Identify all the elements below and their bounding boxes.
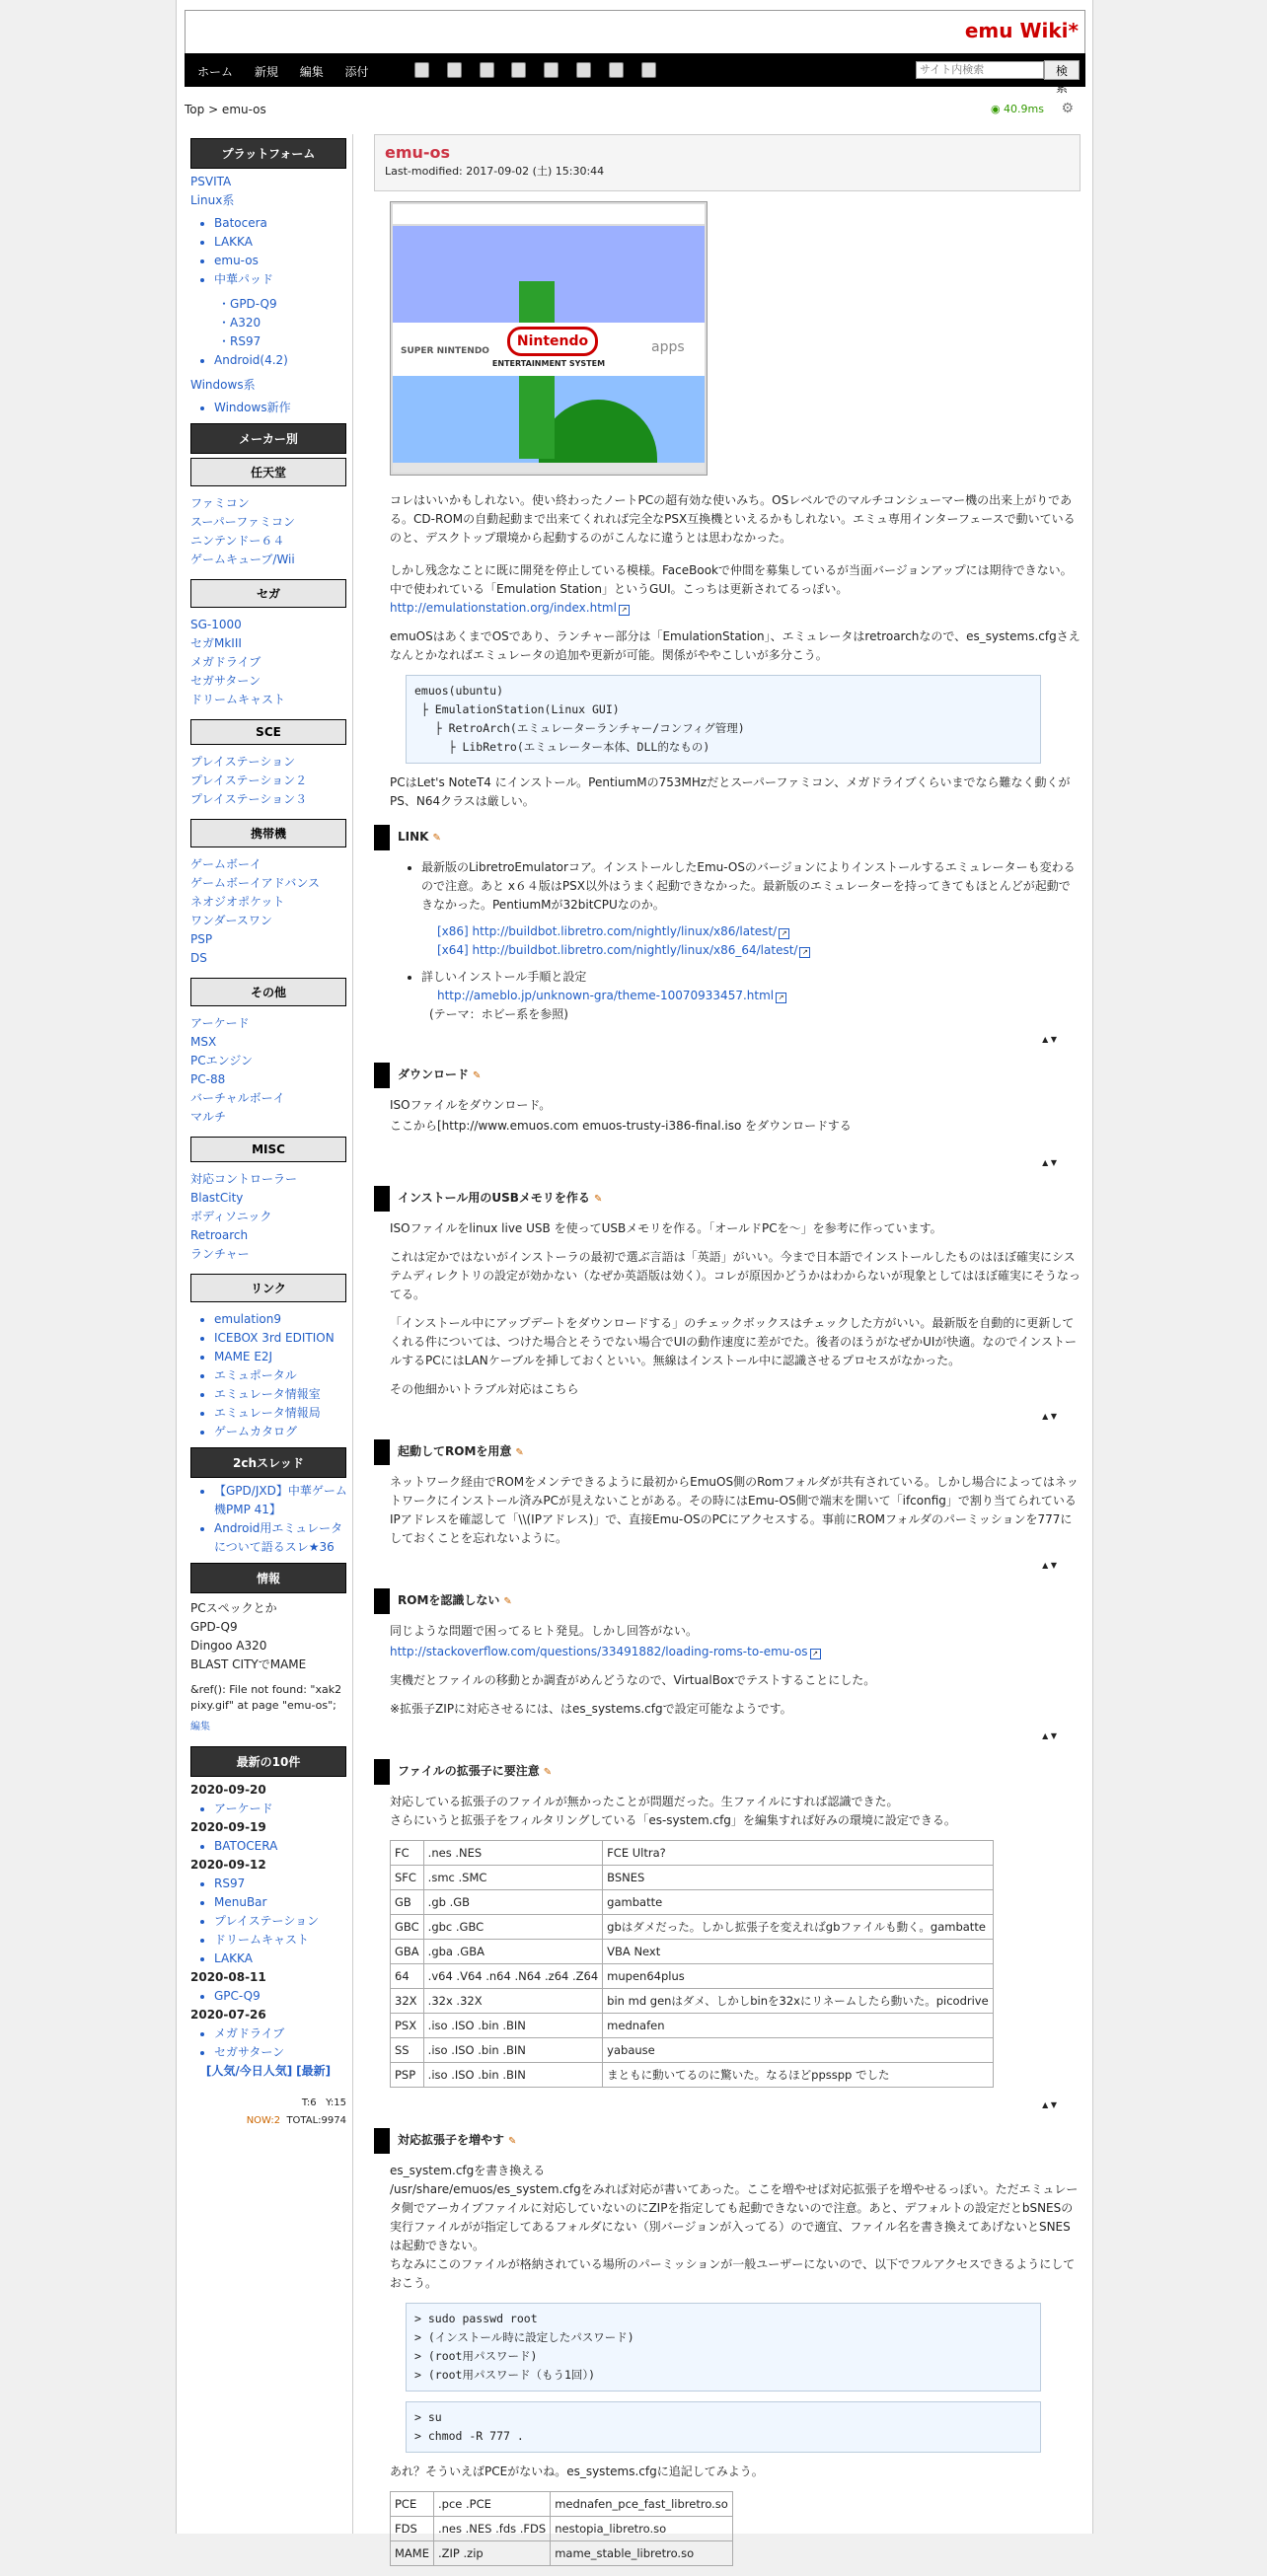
recent-list [185,1987,352,2006]
recent-date: 2020-08-11 [190,1970,266,1984]
table-cell: .iso .ISO .bin .BIN [423,2063,603,2088]
table-cell: FDS [391,2517,434,2541]
table-cell: PSX [391,2014,424,2038]
nav-new[interactable]: 新規 [254,65,278,79]
table-cell: MAME [391,2541,434,2566]
emulator-screenshot[interactable] [390,201,708,476]
table-row [391,1989,994,2014]
norom-paragraph: 同じような問題で困ってるヒト発見。しかし回答がない。 [390,1624,699,1638]
ameblo-link[interactable]: http://ameblo.jp/unknown-gra/theme-10070933457.html [437,989,775,1002]
page [176,0,1093,2560]
sidebar-link-ws[interactable]: ワンダースワン [190,914,272,927]
sidebar-link-n64[interactable]: ニンテンドー６４ [190,534,285,548]
x64-link [437,941,1081,960]
misc-header: MISC [190,1137,346,1162]
android-list [185,351,352,370]
nav-edit[interactable]: 編集 [299,65,324,79]
ameblo-note: (テーマ：ホビー系を参照) [429,1007,568,1021]
scroll-arrows[interactable]: ▲ ▼ [1042,1035,1057,1044]
table-cell: FCE Ultra? [603,1841,994,1866]
scroll-arrows[interactable]: ▲ ▼ [1042,2100,1057,2109]
recent-date: 2020-09-19 [190,1820,266,1834]
section-heading-addext [374,2128,1081,2154]
scroll-arrows[interactable]: ▲ ▼ [1042,1731,1057,1740]
external-link-icon: ↗ [776,993,786,1003]
table-cell: .gbc .GBC [423,1915,603,1940]
sidebar-link-vb[interactable]: バーチャルボーイ [190,1091,285,1105]
table-row [391,2014,994,2038]
sidebar-item-chuka[interactable]: • 中華パッド [214,270,352,289]
table-row [391,1890,994,1915]
sidebar-item-batocera[interactable]: • Batocera [214,214,352,233]
latest-link[interactable]: [最新] [296,2064,332,2078]
rom-paragraph: ネットワーク経由でROMをメンテできるように最初からEmuOS側のRomフォルダが共有されている。しかし場合によってはネットワークにインストール済みPCが見えないことがある。その時にはEmu-OS側で端末を開いて「ifconfig」で割り当てられているIPアドレスを確認して「\\(IPアドレス)」で、直接Emu-OSのPCにアクセスする。事前にROMフォルダのパーミッションを777にしておくことを忘れないように。 [390,1475,1079,1545]
recent-item[interactable]: • ドリームキャスト [214,1931,352,1950]
popular-link[interactable]: [人気/今日人気] [205,2064,293,2078]
sidebar-link-megadrive[interactable]: メガドライブ [190,655,261,669]
table-cell: PCE [391,2492,434,2517]
table-cell: GBC [391,1915,424,1940]
scroll-arrows[interactable]: ▲ ▼ [1042,1412,1057,1421]
window-titlebar [393,204,705,224]
extension-table [390,1840,994,2088]
timing-value: 40.9ms [1004,103,1044,115]
intro-paragraph: コレはいいかもしれない。使い終わったノートPCの超有効な使いみち。OSレベルでのマルチコンシューマー機の出来上がりである。CD-ROMの自動起動まで出来てくれれば完全なPSX互換機といえるかもしれない。エミュ専用インターフェースで動いているのと、デスクトップ環境から起動するのがこんなに違うとは思わなかった。 [390,493,1076,545]
status-paragraph: しかし残念なことに既に開発を停止している模様。FaceBookで仲間を募集しているが当面バージョンアップには期待できない。中で使われている「Emulation Station」というGUI。こっちは更新されてるっぽい。 [390,563,1073,596]
heading-text: インストール用のUSBメモリを作る [398,1191,590,1205]
buildbot-x64-link[interactable]: [x64] http://buildbot.libretro.com/nightly/linux/x86_64/latest/ [437,943,798,957]
counter-yesterday: Y:15 [326,2098,346,2108]
nav-menu [197,63,387,80]
sidebar-link-windows[interactable]: Windows系 [190,378,256,392]
norom-paragraph: ※拡張子ZIPに対応させるには、はes_systems.cfgで設定可能なようです。 [390,1702,792,1716]
counter-now: NOW:2 [246,2115,281,2126]
table-row [391,2038,994,2063]
sidebar-link-sg1000[interactable]: SG-1000 [190,618,242,631]
screenshot-snes-label: SUPER NINTENDO [401,346,489,356]
addext-paragraph: ちなみにこのファイルが格納されている場所のパーミッションが一般ユーザーにないので、以下でフルアクセスできるようにしておこう。 [390,2257,1076,2290]
recent-item[interactable]: • メガドライブ [214,2024,352,2043]
recent-date: 2020-07-26 [190,2008,266,2022]
table-row [391,1964,994,1989]
ameblo-link-row [437,987,1081,1005]
table-row [391,1915,994,1940]
counter [185,2095,346,2130]
heading-text: 対応拡張子を増やす [398,2133,505,2147]
external-link-icon: ↗ [799,947,810,958]
link-paragraph [390,599,1081,618]
sidebar-link-mk3[interactable]: セガMkIII [190,636,242,650]
table-cell: 32X [391,1989,424,2014]
sidebar-link-gc-wii[interactable]: ゲームキューブ/Wii [190,552,295,566]
usb-paragraph: 「インストール中にアップデートをダウンロードする」のチェックボックスはチェックした方がいい。最新版を自動的に更新してくれる件については、つけた場合とそうでない場合でUIの動作速度に差がでた。後者のほうがなぜかUIが快適。なのでインストールするPCにはLANケーブルを挿しておくといい。無線はインストール中に認識させるプロセスがなかった。 [390,1316,1078,1367]
gear-icon[interactable]: ⚙ [1061,101,1074,116]
buildbot-x86-link[interactable]: [x86] http://buildbot.libretro.com/nightly/linux/x86/latest/ [437,924,778,938]
edit-pencil-icon[interactable]: ✎ [503,1596,512,1607]
sidebar-link-pc88[interactable]: PC-88 [190,1072,226,1086]
sidebar-link-retroarch[interactable]: Retroarch [190,1228,249,1242]
counter-total: TOTAL:9974 [286,2115,346,2126]
platform-header: プラットフォーム [190,138,346,169]
rename-icon[interactable] [511,62,526,78]
sidebar-link-psp[interactable]: PSP [190,932,213,946]
portable-header: 携帯機 [190,819,346,847]
table-cell: BSNES [603,1866,994,1890]
recent-list [185,1837,352,1856]
recent-item[interactable]: • プレイステーション [214,1912,352,1931]
sidebar-item-android[interactable]: • Android(4.2) [214,351,352,370]
sidebar-link-ps1[interactable]: プレイステーション [190,755,296,769]
heading-text: LINK [398,830,429,844]
last-modified: Last-modified: 2017-09-02 (土) 15:30:44 [385,165,605,178]
backup-icon[interactable] [447,62,462,78]
sega-header: セガ [190,579,346,608]
sidebar-link-ps2[interactable]: プレイステーション２ [190,773,308,787]
download-text: ISOファイルをダウンロード。 [390,1098,552,1112]
link-header: リンク [190,1274,346,1302]
external-link-icon: ↗ [810,1649,821,1659]
nav-home[interactable]: ホーム [197,65,234,79]
addext-paragraph: es_system.cfgを書き換える [390,2164,546,2177]
linux-list [185,214,352,289]
table-cell: VBA Next [603,1940,994,1964]
x86-link [437,922,1081,941]
sidebar-link-gpd[interactable]: GPD-Q9 [190,1620,238,1634]
sidebar-item-lakka[interactable]: • LAKKA [214,233,352,252]
sidebar-edit-link[interactable]: 編集 [190,1722,210,1732]
heading-text: ROMを認識しない [398,1593,500,1607]
code-block-structure: emuos(ubuntu) ├ EmulationStation(Linux GUI) ├ RetroArch(エミュレーターランチャー/コンフィグ管理) ├ LibRetro(エミュレーター本体、DLL的なもの) [406,675,1041,764]
sidebar-link-dingoo[interactable]: Dingoo A320 [190,1639,267,1653]
sub-label: GPD-Q9 [230,297,277,311]
breadcrumb[interactable]: Top > emu-os [185,103,266,116]
sidebar-link-famicom[interactable]: ファミコン [190,496,250,510]
timing-text: ◉ 40.9ms [990,103,1044,115]
heading-text: ダウンロード [398,1067,470,1081]
emulationstation-link[interactable]: http://emulationstation.org/index.html [390,601,617,615]
search-icon[interactable] [609,62,624,78]
pc-paragraph: PCはLet's NoteT4 にインストール。PentiumMの753MHzだとスーパーファミコン、メガドライブくらいまでなら難なく動くがPS、N64クラスは厳しい。 [390,775,1071,808]
table-cell: mupen64plus [603,1964,994,1989]
sidebar-link-linux[interactable]: Linux系 [190,193,235,207]
sidebar-link-gb[interactable]: ゲームボーイ [190,857,262,871]
section-heading-download [374,1063,1081,1088]
sidebar-link-sfc[interactable]: スーパーファミコン [190,515,295,529]
sub-label: RS97 [230,334,261,348]
scroll-arrows[interactable]: ▲ ▼ [1042,1561,1057,1570]
table-cell: mednafen [603,2014,994,2038]
sidebar-item-link[interactable]: • emulation9 [214,1310,352,1329]
table-cell: SS [391,2038,424,2063]
screenshot-logo: Nintendo [507,327,598,356]
ext-paragraph: 対応している拡張子のファイルが無かったことが問題だった。生ファイルにすれば認識できた。 [390,1795,899,1808]
link-list [374,858,1081,915]
sidebar-link-launcher[interactable]: ランチャー [190,1247,250,1261]
other-header: その他 [190,978,346,1006]
sce-header: SCE [190,719,346,745]
sidebar-item-link[interactable]: • エミュポータル [214,1366,352,1385]
navbar [185,53,1085,95]
external-link-icon: ↗ [619,605,630,616]
link-list-2 [374,968,1081,987]
recent-item[interactable]: • GPC-Q9 [214,1987,352,2006]
addext-paragraph: あれ？そういえばPCEがないね。es_systems.cfgに追記してみよう。 [390,2465,764,2478]
sidebar-link-gba[interactable]: ゲームボーイアドバンス [190,876,321,890]
popular-links [185,2062,352,2081]
nav-attach[interactable]: 添付 [344,65,369,79]
sidebar-link-msx[interactable]: MSX [190,1035,217,1049]
table-cell: .iso .ISO .bin .BIN [423,2038,603,2063]
ref-error-text: &ref(): File not found: "xak2pixy.gif" at page "emu-os"; [190,1683,342,1712]
title-box [374,134,1081,191]
recent-list [185,1875,352,1968]
table-row [391,2541,733,2566]
usb-paragraph: その他細かいトラブル対応はこちら [390,1382,579,1396]
table-row [391,1940,994,1964]
table-cell: mame_stable_libretro.so [551,2541,733,2566]
table-cell: .nes .NES [423,1841,603,1866]
sidebar-link-controller[interactable]: 対応コントローラー [190,1172,298,1186]
table-row [391,2063,994,2088]
table-cell: .gba .GBA [423,1940,603,1964]
table-cell: PSP [391,2063,424,2088]
sidebar-item-link[interactable]: • エミュレータ情報局 [214,1404,352,1423]
edit-pencil-icon[interactable]: ✎ [515,1447,524,1458]
copy-icon[interactable] [480,62,494,78]
download-link-text[interactable]: ここから[http://www.emuos.com emuos-trusty-i386-final.iso をダウンロードする [390,1119,852,1133]
sidebar-link-blastcity[interactable]: BlastCity [190,1191,244,1205]
sidebar-item-windows-new[interactable]: • Windows新作 [214,399,352,417]
table-cell: FC [391,1841,424,1866]
recent-list [185,2024,352,2062]
nintendo-header: 任天堂 [190,458,346,486]
addext-paragraph: /usr/share/emuos/es_system.cfgをみれば対応が書いてあった。ここを増やせば対応拡張子を増やせるっぽい。ただエミュレータ側でアーカイブファイルに対応していないのにZIPを指定しても起動できないので注意。あと、デフォルトの設定だとbSNESの実行ファイルがが指定してあるフォルダにない（別バージョンが入ってる）ので適宜、ファイル名を書き換えてあげないとSNESは起動できない。 [390,2182,1079,2252]
sidebar-item-link[interactable]: • エミュレータ情報室 [214,1385,352,1404]
table-cell: 64 [391,1964,424,1989]
table-cell: gambatte [603,1890,994,1915]
threads-list [185,1482,352,1557]
reload-icon[interactable] [544,62,559,78]
heading-text: ファイルの拡張子に要注意 [398,1764,540,1778]
sub-label: A320 [230,316,261,330]
table-cell: bin md genはダメ、しかしbinを32xにリネームしたら動いた。picodrive [603,1989,994,2014]
heading-text: 起動してROMを用意 [398,1444,512,1458]
sidebar-link-blastcity-mame[interactable]: BLAST CITYでMAME [190,1657,307,1671]
edit-pencil-icon[interactable]: ✎ [508,2136,517,2147]
sidebar-link-bodysonic[interactable]: ボディソニック [190,1210,272,1223]
main-content [374,134,1081,2576]
nav-icons [414,62,670,81]
table-row [391,1866,994,1890]
sidebar-item-thread[interactable]: • 【GPD/JXD】中華ゲーム機PMP 41】 [214,1482,352,1519]
sidebar-link-dreamcast[interactable]: ドリームキャスト [190,693,286,706]
counter-today: T:6 [301,2098,317,2108]
window-statusbar [393,463,705,473]
table-cell: .ZIP .zip [433,2541,550,2566]
sidebar-item-link[interactable]: • ICEBOX 3rd EDITION [214,1329,352,1348]
link-list-item: • 詳しいインストール手順と設定 [421,968,1081,987]
screenshot-ent-label: ENTERTAINMENT SYSTEM [491,359,606,368]
table-cell: .iso .ISO .bin .BIN [423,2014,603,2038]
section-heading-usb [374,1186,1081,1212]
table-cell: GBA [391,1940,424,1964]
sidebar-item-emu-os[interactable]: • emu-os [214,252,352,270]
norom-link-row [390,1643,1081,1661]
stackoverflow-link[interactable]: http://stackoverflow.com/questions/33491882/loading-roms-to-emu-os [390,1645,808,1658]
recent-date: 2020-09-20 [190,1783,266,1797]
code-block-chmod: > su > chmod -R 777 . [406,2401,1041,2453]
windows-list [185,399,352,417]
list-icon[interactable] [576,62,591,78]
table-cell: .v64 .V64 .n64 .N64 .z64 .Z64 [423,1964,603,1989]
external-link-icon: ↗ [779,928,789,939]
recent-header: 最新の10件 [190,1746,346,1777]
code-block-passwd: > sudo passwd root > (インストール時に設定したパスワード) > (root用パスワード) > (root用パスワード（もう1回）) [406,2303,1041,2392]
sidebar-item-thread[interactable]: • Android用エミュレータについて語るスレ★36 [214,1519,352,1557]
sidebar-link-psvita[interactable]: PSVITA [190,175,232,188]
recent-item[interactable]: • セガサターン [214,2043,352,2062]
recent-item[interactable]: • BATOCERA [214,1837,352,1856]
sidebar [185,134,353,2534]
structure-paragraph: emuOSはあくまでOSであり、ランチャー部分は「EmulationStation」、エミュレータはretroarchなので、es_systems.cfgさえなんとかなればエミュレータの追加や更新が可能。関係がややこしいが多分こう。 [390,629,1081,662]
table-cell: mednafen_pce_fast_libretro.so [551,2492,733,2517]
usb-paragraph: これは定かではないがインストーラの最初で選ぶ言語は「英語」がいい。今まで日本語でインストールしたものはほぼ確実にシステムディレクトリの設定が効かない（なぜか英語版は効く）。コレが原因かどうかはわからないが現象としてはほぼ確実にそうなってる。 [390,1250,1081,1301]
sidebar-link-ds[interactable]: DS [190,951,207,965]
norom-paragraph: 実機だとファイルの移動とか調査がめんどうなので、VirtualBoxでテストすることにした。 [390,1673,876,1687]
recent-icon[interactable] [641,62,656,78]
table-cell: SFC [391,1866,424,1890]
usb-paragraph: ISOファイルをlinux live USB を使ってUSBメモリを作る。「オールドPCを～」を参考に作っています。 [390,1221,942,1235]
link-list-item: • 最新版のLibretroEmulatorコア。インストールしたEmu-OSのバージョンによりインストールするエミュレーターも変わるので注意。あと x６４版はPSX以外はうまく起動できなかった。最新版のエミュレーターを持ってきてもほとんどが起動できなかった。PentiumMが32bitCPUなのか。 [421,858,1081,915]
recent-item[interactable]: • MenuBar [214,1893,352,1912]
table-cell: まともに動いてるのに驚いた。なるほどppsspp でした [603,2063,994,2088]
sidebar-item-gpd-q9[interactable]: ・GPD-Q9 [218,297,277,311]
edit-pencil-icon[interactable]: ✎ [543,1767,553,1778]
table-cell: .gb .GB [423,1890,603,1915]
site-title[interactable]: emu Wiki* [964,19,1079,42]
sidebar-item-link[interactable]: • MAME E2J [214,1348,352,1366]
search-button[interactable]: 検索 [1044,60,1080,80]
sidebar-item-link[interactable]: • ゲームカタログ [214,1423,352,1441]
info-header: 情報 [190,1563,346,1593]
sidebar-item-a320[interactable]: ・A320 [218,316,261,330]
recent-item[interactable]: • RS97 [214,1875,352,1893]
sidebar-link-ngp[interactable]: ネオジオポケット [190,895,285,909]
page-title[interactable]: emu-os [385,143,451,162]
sidebar-link-saturn[interactable]: セガサターン [190,674,261,688]
sidebar-link-multi[interactable]: マルチ [190,1110,227,1124]
table-cell: .smc .SMC [423,1866,603,1890]
table-cell: .pce .PCE [433,2492,550,2517]
scroll-arrows[interactable]: ▲ ▼ [1042,1158,1057,1167]
table-cell: nestopia_libretro.so [551,2517,733,2541]
section-heading-rom [374,1439,1081,1465]
edit-pencil-icon[interactable]: ✎ [473,1070,482,1081]
ch-header: 2chスレッド [190,1447,346,1478]
pce-table [390,2491,733,2566]
recent-list [185,1800,352,1818]
diff-icon[interactable] [414,62,429,78]
table-cell: .nes .NES .fds .FDS [433,2517,550,2541]
section-heading-ext [374,1759,1081,1785]
search-input[interactable] [916,61,1044,79]
section-heading-norom [374,1588,1081,1614]
table-cell: GB [391,1890,424,1915]
sidebar-link-pce[interactable]: PCエンジン [190,1054,254,1067]
recent-item[interactable]: • アーケード [214,1800,352,1818]
recent-date: 2020-09-12 [190,1858,266,1872]
table-row [391,2492,733,2517]
links-list [185,1310,352,1441]
table-cell: yabause [603,2038,994,2063]
table-row [391,1841,994,1866]
recent-item[interactable]: • LAKKA [214,1950,352,1968]
table-cell: gbはダメだった。しかし拡張子を変えればgbファイルも動く。gambatte [603,1915,994,1940]
ext-paragraph: さらにいうと拡張子をフィルタリングしている「es-system.cfg」を編集すれば好みの環境に設定できる。 [390,1813,956,1827]
table-row [391,2517,733,2541]
sidebar-link-spec[interactable]: PCスペックとか [190,1601,277,1615]
maker-header: メーカー別 [190,423,346,454]
sidebar-link-arcade[interactable]: アーケード [190,1016,250,1030]
screenshot-apps-label: apps [651,339,685,355]
sidebar-link-ps3[interactable]: プレイステーション３ [190,792,308,806]
edit-pencil-icon[interactable]: ✎ [432,833,441,844]
sidebar-item-rs97[interactable]: ・RS97 [218,334,261,348]
site-header [185,10,1085,55]
topbar [185,101,1083,118]
section-heading-link [374,825,1081,850]
table-cell: .32x .32X [423,1989,603,2014]
edit-pencil-icon[interactable]: ✎ [593,1194,603,1205]
